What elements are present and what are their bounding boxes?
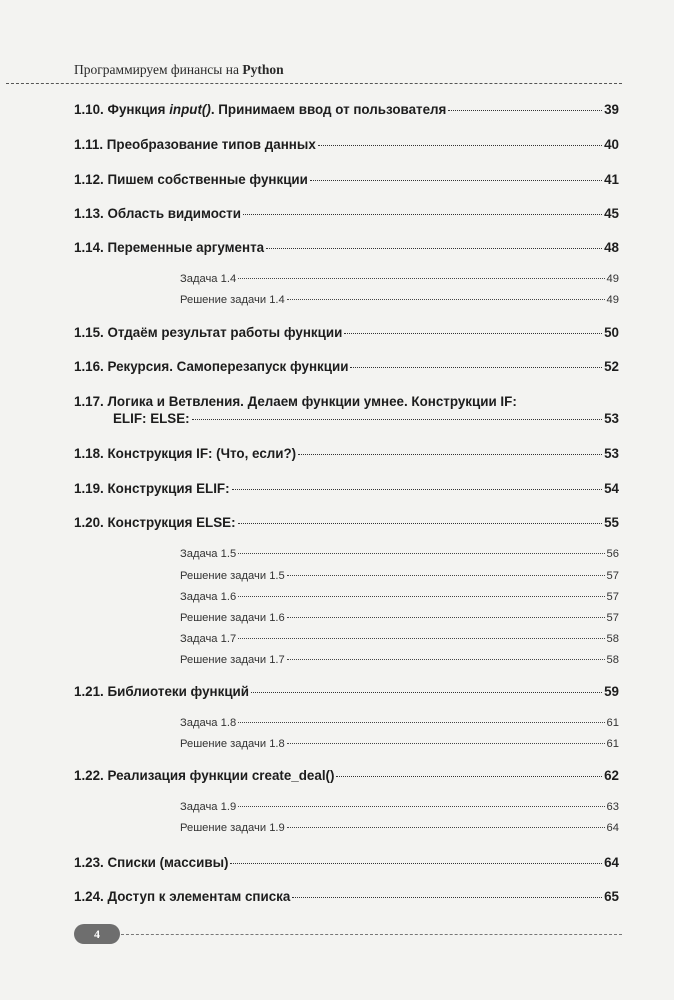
toc-entry-1-18[interactable] xyxy=(74,446,619,461)
toc-page-number: 53 xyxy=(604,411,619,426)
dot-leader xyxy=(448,110,602,111)
dot-leader xyxy=(266,248,602,249)
toc-page-number: 57 xyxy=(606,591,619,603)
dot-leader xyxy=(238,806,604,807)
header-title-bold: Python xyxy=(242,62,284,77)
toc-entry-1-15[interactable] xyxy=(74,325,619,340)
toc-entry-label: 1.18. Конструкция IF: (Что, если?) xyxy=(74,446,297,461)
toc-entry-label: 1.10. Функция input(). Принимаем ввод от пользователя xyxy=(74,102,447,117)
toc-page-number: 54 xyxy=(604,481,619,496)
toc-subentry-solution-1-6[interactable] xyxy=(180,612,619,624)
dot-leader xyxy=(287,617,605,618)
toc-page-number: 61 xyxy=(606,738,619,750)
dot-leader xyxy=(243,214,602,215)
toc-entry-1-11[interactable] xyxy=(74,137,619,152)
dot-leader xyxy=(230,863,602,864)
toc-entry-label: Задача 1.6 xyxy=(180,591,237,603)
toc-entry-label: 1.15. Отдаём результат работы функции xyxy=(74,325,343,340)
toc-page-number: 57 xyxy=(606,570,619,582)
toc-subentry-solution-1-9[interactable] xyxy=(180,822,619,834)
toc-entry-1-24[interactable] xyxy=(74,889,619,904)
toc-entry-label: ELIF: ELSE: xyxy=(113,411,190,426)
toc-page-number: 45 xyxy=(604,206,619,221)
dot-leader xyxy=(318,145,602,146)
toc-entry-label: 1.19. Конструкция ELIF: xyxy=(74,481,230,496)
toc-entry-label: 1.16. Рекурсия. Самоперезапуск функции xyxy=(74,359,349,374)
toc-subentry-solution-1-7[interactable] xyxy=(180,654,619,666)
dot-leader xyxy=(310,180,602,181)
toc-entry-label: Задача 1.8 xyxy=(180,717,237,729)
toc-page-number: 39 xyxy=(604,102,619,117)
toc-entry-1-23[interactable] xyxy=(74,855,619,870)
toc-subentry-task-1-8[interactable] xyxy=(180,717,619,729)
toc-entry-label: 1.13. Область видимости xyxy=(74,206,241,221)
dot-leader xyxy=(287,659,605,660)
toc-subentry-task-1-4[interactable] xyxy=(180,273,619,285)
dot-leader xyxy=(287,743,605,744)
toc-entry-1-12[interactable] xyxy=(74,172,619,187)
toc-entry-label: Задача 1.4 xyxy=(180,273,237,285)
toc-entry-1-17-line1[interactable]: 1.17. Логика и Ветвления. Делаем функции умнее. Конструкции IF: xyxy=(74,394,517,409)
toc-entry-label: Задача 1.7 xyxy=(180,633,237,645)
page-number-badge: 4 xyxy=(74,924,120,944)
toc-entry-label: Решение задачи 1.5 xyxy=(180,570,285,582)
toc-page-number: 57 xyxy=(606,612,619,624)
dot-leader xyxy=(238,523,603,524)
toc-subentry-solution-1-4[interactable] xyxy=(180,294,619,306)
toc-entry-label: 1.21. Библиотеки функций xyxy=(74,684,250,699)
toc-page-number: 61 xyxy=(606,717,619,729)
toc-page-number: 64 xyxy=(606,822,619,834)
toc-page-number: 58 xyxy=(606,633,619,645)
toc-page-number: 40 xyxy=(604,137,619,152)
toc-entry-1-20[interactable] xyxy=(74,515,619,530)
toc-entry-1-21[interactable] xyxy=(74,684,619,699)
dot-leader xyxy=(292,897,602,898)
dot-leader xyxy=(238,722,604,723)
toc-page-number: 52 xyxy=(604,359,619,374)
dot-leader xyxy=(238,278,604,279)
toc-page-number: 59 xyxy=(604,684,619,699)
dot-leader xyxy=(238,638,604,639)
toc-entry-label: 1.14. Переменные аргумента xyxy=(74,240,265,255)
toc-entry-label: 1.23. Списки (массивы) xyxy=(74,855,229,870)
toc-entry-1-13[interactable] xyxy=(74,206,619,221)
toc-entry-label: 1.24. Доступ к элементам списка xyxy=(74,889,291,904)
dot-leader xyxy=(336,776,602,777)
toc-subentry-task-1-5[interactable] xyxy=(180,548,619,560)
toc-page-number: 49 xyxy=(606,273,619,285)
toc-entry-1-14[interactable] xyxy=(74,240,619,255)
running-header xyxy=(74,62,284,78)
toc-page-number: 65 xyxy=(604,889,619,904)
header-title: Программируем финансы на xyxy=(74,62,243,77)
toc-entry-1-10[interactable] xyxy=(74,102,619,117)
toc-entry-label: 1.22. Реализация функции create_deal() xyxy=(74,768,335,783)
toc-entry-label: 1.11. Преобразование типов данных xyxy=(74,137,316,152)
toc-entry-1-17[interactable] xyxy=(74,411,619,426)
footer-divider xyxy=(116,934,622,935)
dot-leader xyxy=(344,333,602,334)
toc-page-number: 55 xyxy=(604,515,619,530)
toc-page-number: 64 xyxy=(604,855,619,870)
toc-entry-label: Решение задачи 1.7 xyxy=(180,654,285,666)
dot-leader xyxy=(287,827,605,828)
toc-page-number: 56 xyxy=(606,548,619,560)
dot-leader xyxy=(287,575,605,576)
dot-leader xyxy=(350,367,602,368)
toc-page-number: 62 xyxy=(604,768,619,783)
toc-page-number: 49 xyxy=(606,294,619,306)
toc-entry-label: Задача 1.5 xyxy=(180,548,237,560)
toc-entry-label: Задача 1.9 xyxy=(180,801,237,813)
toc-page-number: 48 xyxy=(604,240,619,255)
toc-subentry-solution-1-5[interactable] xyxy=(180,570,619,582)
toc-subentry-solution-1-8[interactable] xyxy=(180,738,619,750)
dot-leader xyxy=(238,553,604,554)
dot-leader xyxy=(251,692,602,693)
dot-leader xyxy=(232,489,603,490)
toc-entry-1-22[interactable] xyxy=(74,768,619,783)
toc-entry-1-16[interactable] xyxy=(74,359,619,374)
header-divider xyxy=(6,83,622,84)
toc-subentry-task-1-6[interactable] xyxy=(180,591,619,603)
toc-entry-label: 1.12. Пишем собственные функции xyxy=(74,172,308,187)
toc-entry-1-19[interactable] xyxy=(74,481,619,496)
toc-page-number: 50 xyxy=(604,325,619,340)
toc-entry-label: 1.20. Конструкция ELSE: xyxy=(74,515,236,530)
toc-entry-label: Решение задачи 1.9 xyxy=(180,822,285,834)
dot-leader xyxy=(287,299,605,300)
dot-leader xyxy=(298,454,602,455)
toc-entry-label: Решение задачи 1.6 xyxy=(180,612,285,624)
toc-subentry-task-1-9[interactable] xyxy=(180,801,619,813)
toc-page-number: 53 xyxy=(604,446,619,461)
toc-page-number: 58 xyxy=(606,654,619,666)
toc-entry-label: Решение задачи 1.8 xyxy=(180,738,285,750)
dot-leader xyxy=(192,419,602,420)
dot-leader xyxy=(238,596,604,597)
toc-page-number: 41 xyxy=(604,172,619,187)
toc-entry-label: Решение задачи 1.4 xyxy=(180,294,285,306)
toc-page-number: 63 xyxy=(606,801,619,813)
toc-subentry-task-1-7[interactable] xyxy=(180,633,619,645)
